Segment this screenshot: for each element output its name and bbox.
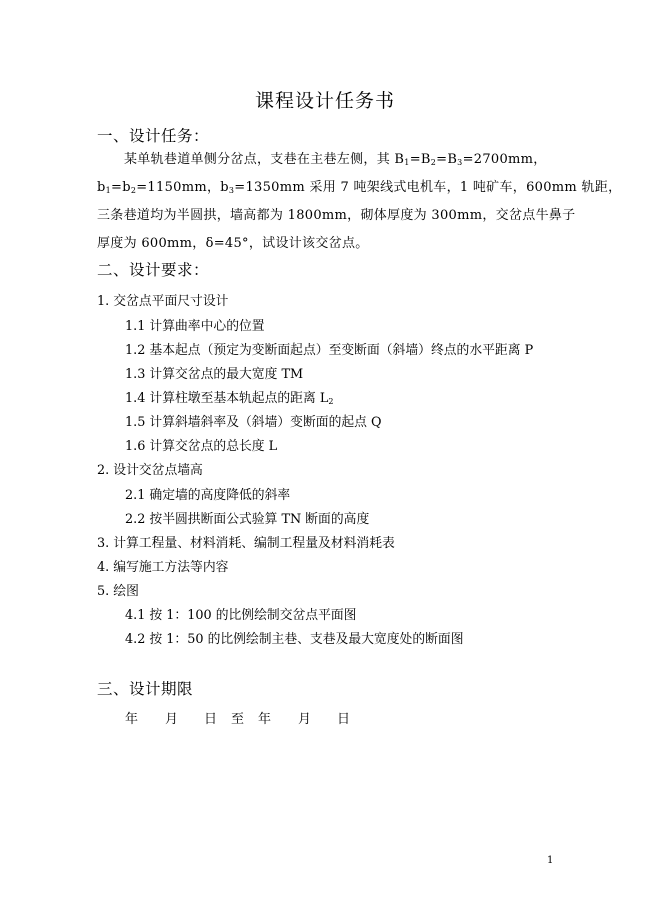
requirement-item-4: 4. 编写施工方法等内容 bbox=[97, 560, 229, 575]
requirement-item-5-1: 4.1 按 1：100 的比例绘制交岔点平面图 bbox=[125, 608, 357, 623]
date-day-start: 日 bbox=[204, 712, 218, 727]
task-line-4: 厚度为 600mm，δ=45°，试设计该交岔点。 bbox=[97, 236, 369, 251]
requirement-item-2: 2. 设计交岔点墙高 bbox=[97, 463, 203, 478]
requirement-item-3: 3. 计算工程量、材料消耗、编制工程量及材料消耗表 bbox=[97, 536, 395, 551]
page-title: 课程设计任务书 bbox=[254, 90, 395, 112]
requirement-item-1-3: 1.3 计算交岔点的最大宽度 TM bbox=[125, 367, 304, 382]
requirement-item-5: 5. 绘图 bbox=[97, 584, 139, 599]
section-heading-deadline: 三、设计期限 bbox=[97, 680, 194, 698]
task-line-2: $b_1=b_2=1150mm$，$b_3=1350mm$ 采用 7 吨架线式电机车，1 吨矿车，600mm 轨距， bbox=[97, 180, 622, 195]
date-to: 至 bbox=[231, 712, 245, 727]
section-heading-requirements: 二、设计要求： bbox=[97, 261, 210, 279]
requirement-item-1-1: 1.1 计算曲率中心的位置 bbox=[125, 319, 265, 334]
requirement-item-5-2: 4.2 按 1：50 的比例绘制主巷、支巷及最大宽度处的断面图 bbox=[125, 632, 464, 647]
task-line-1: 某单轨巷道单侧分岔点，支巷在主巷左侧，其 $B_1=B_2=B_3=2700mm$， bbox=[124, 152, 547, 167]
date-month-end: 月 bbox=[298, 712, 312, 727]
requirement-item-1-6: 1.6 计算交岔点的总长度 L bbox=[125, 439, 278, 454]
task-line-3: 三条巷道均为半圆拱，墙高都为 1800mm，砌体厚度为 300mm，交岔点牛鼻子 bbox=[97, 208, 576, 223]
requirement-item-2-2: 2.2 按半圆拱断面公式验算 TN 断面的高度 bbox=[125, 512, 370, 527]
date-day-end: 日 bbox=[337, 712, 351, 727]
section-heading-task: 一、设计任务： bbox=[97, 127, 210, 145]
date-year-start: 年 bbox=[125, 712, 139, 727]
requirement-item-1-4: 1.4 计算柱墩至基本轨起点的距离 $L_2$ bbox=[125, 391, 334, 406]
requirement-item-1-5: 1.5 计算斜墙斜率及（斜墙）变断面的起点 Q bbox=[125, 415, 382, 430]
task-paragraph bbox=[97, 146, 622, 258]
requirement-item-1: 1. 交岔点平面尺寸设计 bbox=[97, 294, 229, 309]
page-number: 1 bbox=[547, 855, 554, 866]
requirement-item-1-2: 1.2 基本起点（预定为变断面起点）至变断面（斜墙）终点的水平距离 P bbox=[125, 343, 534, 358]
date-year-end: 年 bbox=[258, 712, 272, 727]
requirement-item-2-1: 2.1 确定墙的高度降低的斜率 bbox=[125, 488, 291, 503]
date-month-start: 月 bbox=[165, 712, 179, 727]
